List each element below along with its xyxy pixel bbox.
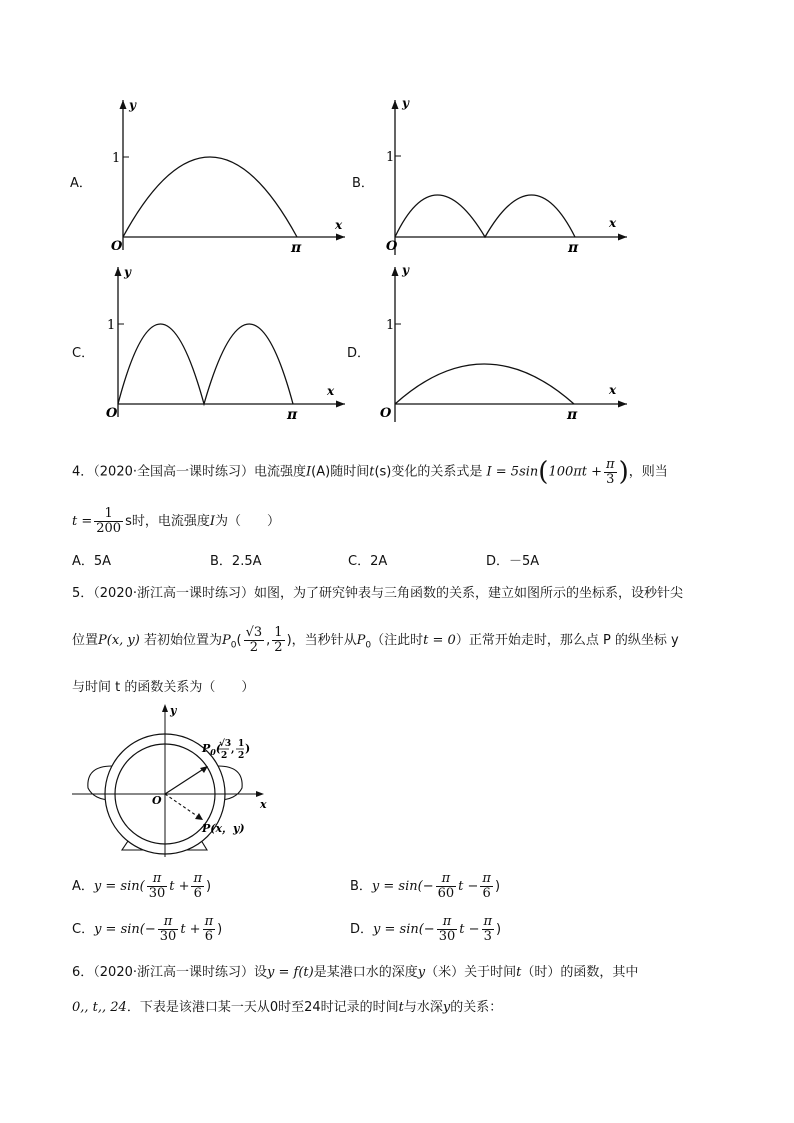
- graph-c-tick-pi: π: [287, 407, 298, 422]
- q4-stem-t: t: [369, 464, 375, 480]
- q5-line2-a: 位置: [72, 633, 99, 648]
- q6-line2-a: 0,, t,, 24: [72, 1000, 127, 1015]
- q4-t-eq: t =: [72, 514, 93, 529]
- graph-d-tick-one: 1: [386, 318, 395, 333]
- graph-c-y-label: y: [124, 265, 131, 279]
- q4-formula-inner: 100πt +: [548, 464, 603, 480]
- q4-stem-I: I: [306, 464, 312, 480]
- q4-stem-line1: 4．（2020·全国高一课时练习）电流强度I(A)随时间t(s)变化的关系式是 I = 5sin(100πt + $\frac{\pi}{3}$ )，则当: [72, 456, 668, 487]
- q4-stem-text2: 随时间: [330, 464, 370, 480]
- q5-line2-P0b-sub: 0: [365, 640, 372, 651]
- q5-option-a[interactable]: A．y = sin( $\frac{\pi}{30}$ t + $\frac{\pi}{6}$ ): [72, 871, 212, 901]
- q6-line2-y: y: [442, 1000, 451, 1015]
- q4-formula-lhs: I = 5sin: [486, 464, 539, 480]
- q5-fig-y-label: y: [170, 704, 177, 717]
- svg-text:√3: √3: [219, 739, 232, 749]
- graph-c-label: C．: [72, 346, 95, 361]
- graph-b-origin: O: [386, 239, 398, 254]
- svg-text:,: ,: [231, 744, 235, 755]
- q6-line2-b: ．下表是该港口某一天从0时至24时记录的时间: [126, 1000, 399, 1015]
- q5-line2-P: P(x, y): [98, 633, 140, 648]
- svg-text:1: 1: [238, 739, 245, 749]
- graph-c-origin: O: [106, 406, 118, 421]
- graph-a-label: A．: [70, 176, 92, 191]
- graph-a-tick-pi: π: [291, 240, 302, 255]
- q5-line2-P0: P: [222, 633, 231, 648]
- q5-line2-P0-sub: 0: [230, 640, 237, 651]
- q5-line2-b: 若初始位置为: [144, 633, 223, 648]
- q6-line2-d: 的关系：: [450, 1000, 503, 1015]
- q5-line2-t0: t = 0: [423, 633, 456, 648]
- q4-option-d[interactable]: D．－5A: [486, 554, 540, 569]
- q6-line1-c: （米）关于时间: [425, 965, 517, 980]
- q6-line1-a: 6．（2020·浙江高一课时练习）设: [72, 965, 267, 980]
- q4-frac-pi-3: $\frac{\pi}{3}$: [606, 456, 615, 487]
- q6-stem-line1: [72, 961, 638, 980]
- graph-d-tick-pi: π: [567, 407, 578, 422]
- graph-b-tick-one: 1: [386, 150, 395, 165]
- q5-fig-x-label: x: [260, 798, 267, 811]
- q5-line2-e: ）正常开始走时，那么点 P 的纵坐标 y: [455, 633, 679, 648]
- graph-a-y-label: y: [129, 98, 136, 112]
- graph-b: [377, 95, 632, 255]
- q6-line1-t: t: [516, 965, 522, 980]
- graph-c-curve: [118, 324, 293, 404]
- q4-stem-s: (s): [374, 464, 392, 480]
- q4-stem-text4: ，则当: [628, 464, 668, 480]
- q5-fig-p0: $P_0$(: [202, 742, 222, 757]
- svg-text:): ): [245, 742, 251, 755]
- q5-stem-line2: 位置P(x, y) 若初始位置为$P_0$( $\frac{√3}{2}$ , $\frac{1}{2}$ )，当秒针从$P_0$（注此时t = 0）正常开始走时，那么点 P 的纵坐标 y: [72, 625, 679, 655]
- q4-line2-end: 为（ ）: [215, 514, 281, 529]
- graph-c-x-label: x: [327, 384, 335, 398]
- graph-d-curve: [395, 364, 574, 404]
- graph-b-y-label: y: [402, 96, 409, 110]
- q5-clock-figure: [72, 702, 282, 860]
- q4-option-c[interactable]: C．2A: [348, 554, 388, 569]
- graph-b-tick-pi: π: [568, 240, 579, 255]
- q5-option-c[interactable]: C．y = sin(− $\frac{\pi}{30}$ t + $\frac{\pi}{6}$ ): [72, 914, 223, 944]
- q4-stem-text3: 变化的关系式是: [391, 464, 483, 480]
- q5-frac-sqrt3-2: $\frac{√3}{2}$: [245, 625, 263, 655]
- graph-d-y-label: y: [402, 263, 409, 277]
- graph-d-label: D．: [347, 346, 371, 361]
- svg-text:2: 2: [221, 751, 228, 761]
- q5-fig-origin: O: [152, 794, 162, 807]
- graph-c: [100, 262, 350, 422]
- q4-stem-text1: 4．（2020·全国高一课时练习）电流强度: [72, 464, 306, 480]
- graph-a-tick-one: 1: [112, 151, 121, 166]
- graph-b-x-label: x: [609, 216, 617, 230]
- q6-line1-b: 是某港口水的深度: [313, 965, 418, 980]
- graph-a-x-label: x: [335, 218, 343, 232]
- graph-a: [105, 95, 355, 255]
- graph-c-tick-one: 1: [107, 318, 116, 333]
- svg-text:2: 2: [238, 751, 245, 761]
- q5-fig-p: P(x，y): [202, 822, 245, 835]
- q5-line2-d: （注此时: [371, 633, 424, 648]
- q5-option-b[interactable]: B．y = sin(− $\frac{\pi}{60}$ t − $\frac{\pi}{6}$ ): [350, 871, 501, 901]
- q5-stem-line3: 与时间 t 的函数关系为（ ）: [72, 680, 255, 695]
- q5-stem-line1: 5．（2020·浙江高一课时练习）如图，为了研究钟表与三角函数的关系，建立如图所示的坐标系，设秒针尖: [72, 586, 683, 601]
- q6-line2-t: t: [398, 1000, 404, 1015]
- q5-coord-open: (: [236, 633, 242, 648]
- graph-b-curve: [395, 195, 575, 237]
- q4-line2-rest: s时，电流强度: [125, 514, 210, 529]
- graph-b-label: B．: [352, 176, 374, 191]
- q5-line2-c: ，当秒针从: [291, 633, 357, 648]
- q5-line2-P0-b: P: [356, 633, 366, 648]
- q4-option-b[interactable]: B．2.5A: [210, 554, 262, 569]
- graph-d-origin: O: [380, 406, 392, 421]
- q6-stem-line2: [72, 996, 502, 1015]
- q6-line1-f: y = f(t): [267, 965, 314, 980]
- graph-a-origin: O: [111, 239, 123, 254]
- q6-line1-d: （时）的函数，其中: [521, 965, 639, 980]
- q5-frac-1-2: $\frac{1}{2}$: [274, 625, 283, 655]
- q6-line1-y: y: [417, 965, 426, 980]
- q4-line2-I: I: [209, 514, 215, 529]
- graph-a-curve: [123, 157, 297, 237]
- q5-option-d[interactable]: D．y = sin(− $\frac{\pi}{30}$ t − $\frac{\pi}{3}$ ): [350, 914, 502, 944]
- q6-line2-c: 与水深: [403, 1000, 443, 1015]
- q4-stem-A: (A): [311, 464, 331, 480]
- q4-stem-line2: [72, 507, 280, 536]
- graph-d-x-label: x: [609, 383, 617, 397]
- q4-option-a[interactable]: A．5A: [72, 554, 112, 569]
- q4-frac-1-200: $\frac{1}{200}$: [96, 506, 122, 536]
- graph-d: [377, 262, 632, 422]
